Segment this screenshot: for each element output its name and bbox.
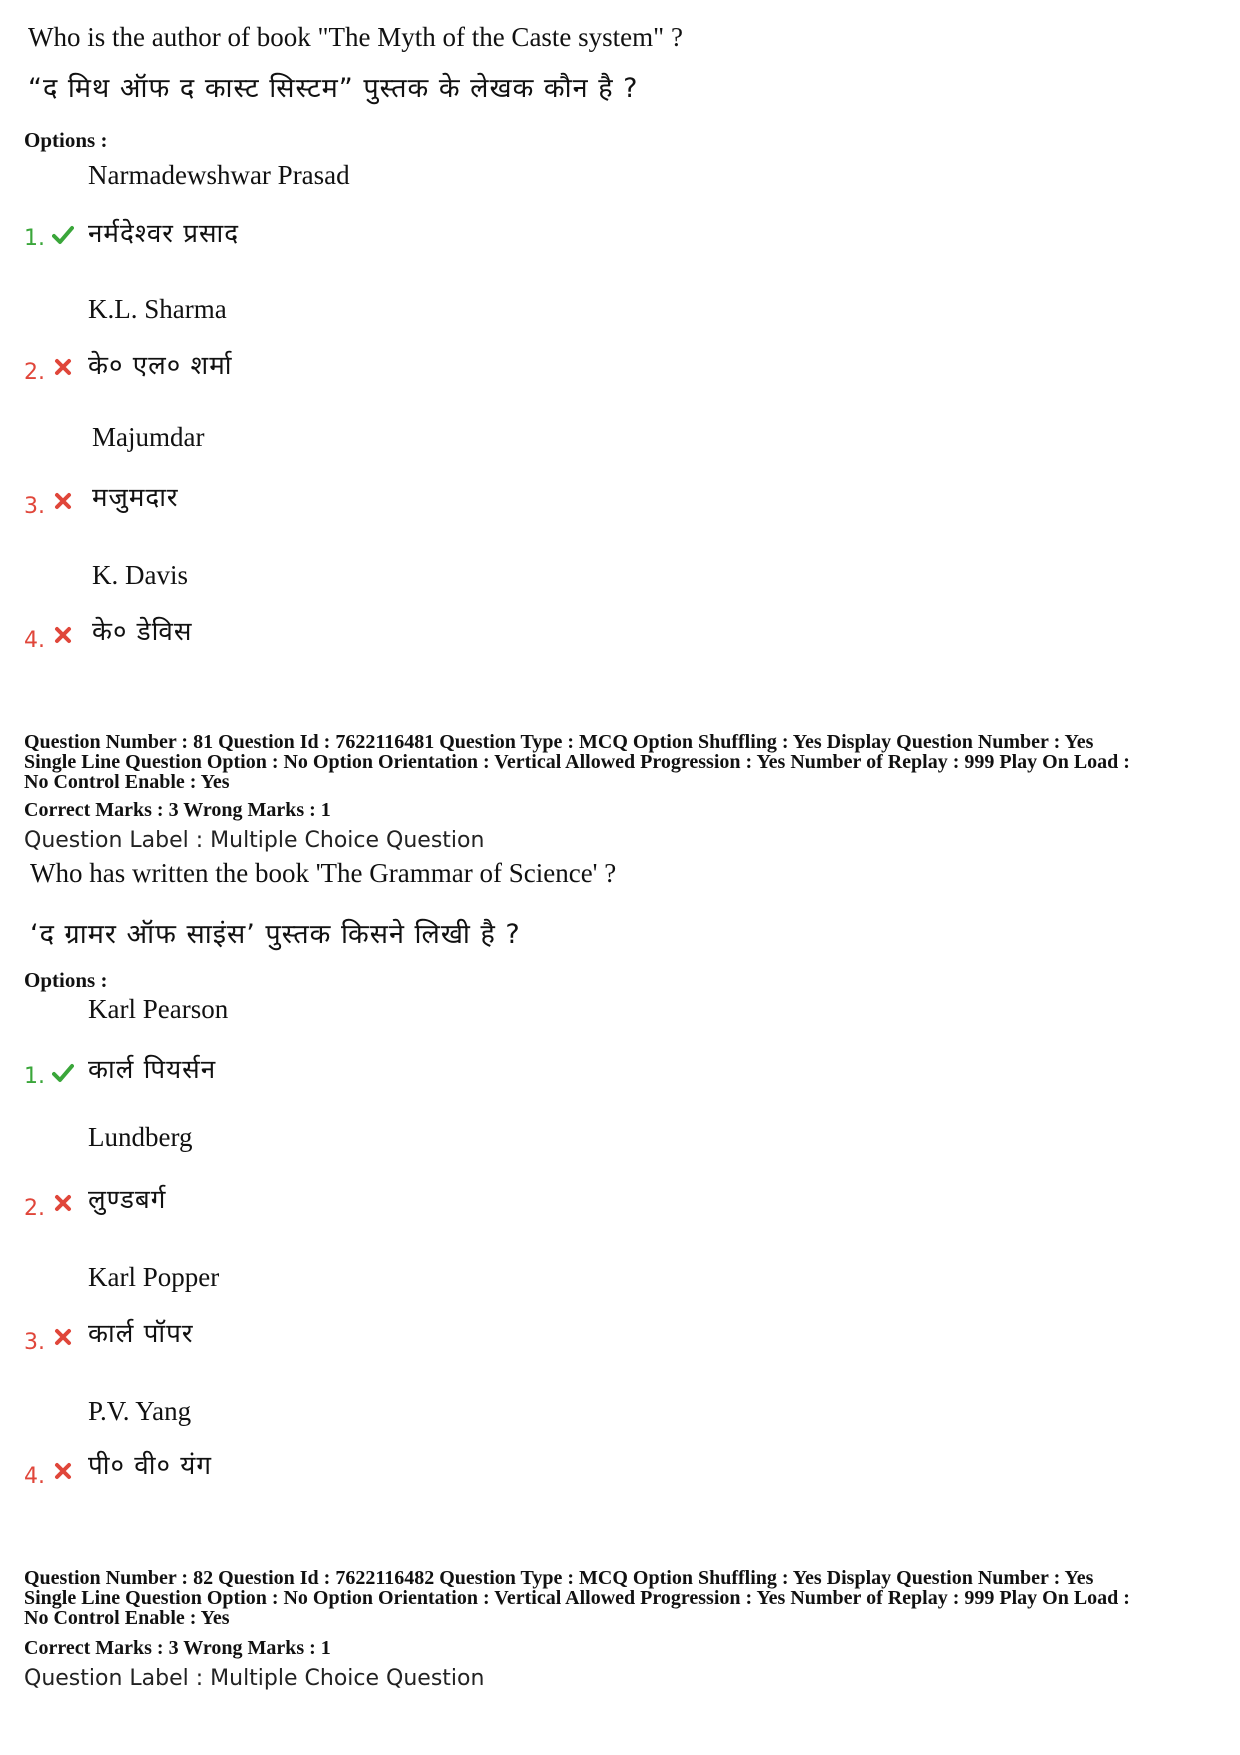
option-number: 1. [24,1064,45,1089]
option-text-english: P.V. Yang [88,1396,192,1426]
cross-icon [52,1192,74,1214]
cross-icon [52,624,74,646]
option-text-hindi: पी० वी० यंग [88,1451,212,1481]
option-text-english: Karl Pearson [88,994,229,1024]
option-text-english: K. Davis [92,560,188,590]
cross-icon [52,490,74,512]
cross-icon [52,356,74,378]
option-number: 4. [24,628,45,653]
option-text-english: Narmadewshwar Prasad [88,160,350,190]
cross-icon [52,1460,74,1482]
option-text-hindi: के० डेविस [92,617,193,647]
options-label: Options : [24,968,108,992]
meta-line: No Control Enable : Yes [24,1607,230,1629]
option-text-hindi: मजुमदार [92,483,179,513]
marks-info: Correct Marks : 3 Wrong Marks : 1 [24,799,331,821]
marks-info: Correct Marks : 3 Wrong Marks : 1 [24,1637,331,1659]
cross-icon [52,1326,74,1348]
option-text-hindi: लुण्डबर्ग [88,1185,167,1215]
option-text-hindi: कार्ल पॉपर [88,1319,194,1349]
option-text-hindi: नर्मदेश्वर प्रसाद [88,219,240,249]
question-text-english: Who is the author of book "The Myth of the Caste system" ? [28,22,683,52]
question-text-hindi: “द मिथ ऑफ द कास्ट सिस्टम” पुस्तक के लेखक कौन है ? [28,73,639,104]
option-number: 4. [24,1464,45,1489]
option-text-hindi: के० एल० शर्मा [88,351,233,381]
option-number: 2. [24,1196,45,1221]
question-meta [24,1568,1224,1628]
option-number: 3. [24,1330,45,1355]
check-icon [52,224,74,246]
option-text-english: Lundberg [88,1122,193,1152]
option-text-english: K.L. Sharma [88,294,227,324]
question-text-hindi: ‘द ग्रामर ऑफ साइंस’ पुस्तक किसने लिखी है ? [30,919,521,950]
question-text-english: Who has written the book 'The Grammar of Science' ? [30,858,617,888]
question-label: Question Label : Multiple Choice Question [24,828,485,853]
option-number: 2. [24,360,45,385]
meta-line: Question Number : 81 Question Id : 7622116481 Question Type : MCQ Option Shuffling : Yes Display Question Number : Yes [24,731,1094,753]
option-number: 1. [24,226,45,251]
meta-line: No Control Enable : Yes [24,771,230,793]
option-text-english: Majumdar [92,422,205,452]
question-label: Question Label : Multiple Choice Question [24,1666,485,1691]
meta-line: Single Line Question Option : No Option Orientation : Vertical Allowed Progression : Yes Number of Replay : 999 Play On Load : [24,1587,1130,1609]
check-icon [52,1062,74,1084]
option-text-english: Karl Popper [88,1262,220,1292]
options-label: Options : [24,128,108,152]
option-text-hindi: कार्ल पियर्सन [88,1055,217,1085]
option-number: 3. [24,494,45,519]
meta-line: Single Line Question Option : No Option Orientation : Vertical Allowed Progression : Yes Number of Replay : 999 Play On Load : [24,751,1130,773]
question-meta [24,732,1224,792]
meta-line: Question Number : 82 Question Id : 7622116482 Question Type : MCQ Option Shuffling : Yes Display Question Number : Yes [24,1567,1094,1589]
